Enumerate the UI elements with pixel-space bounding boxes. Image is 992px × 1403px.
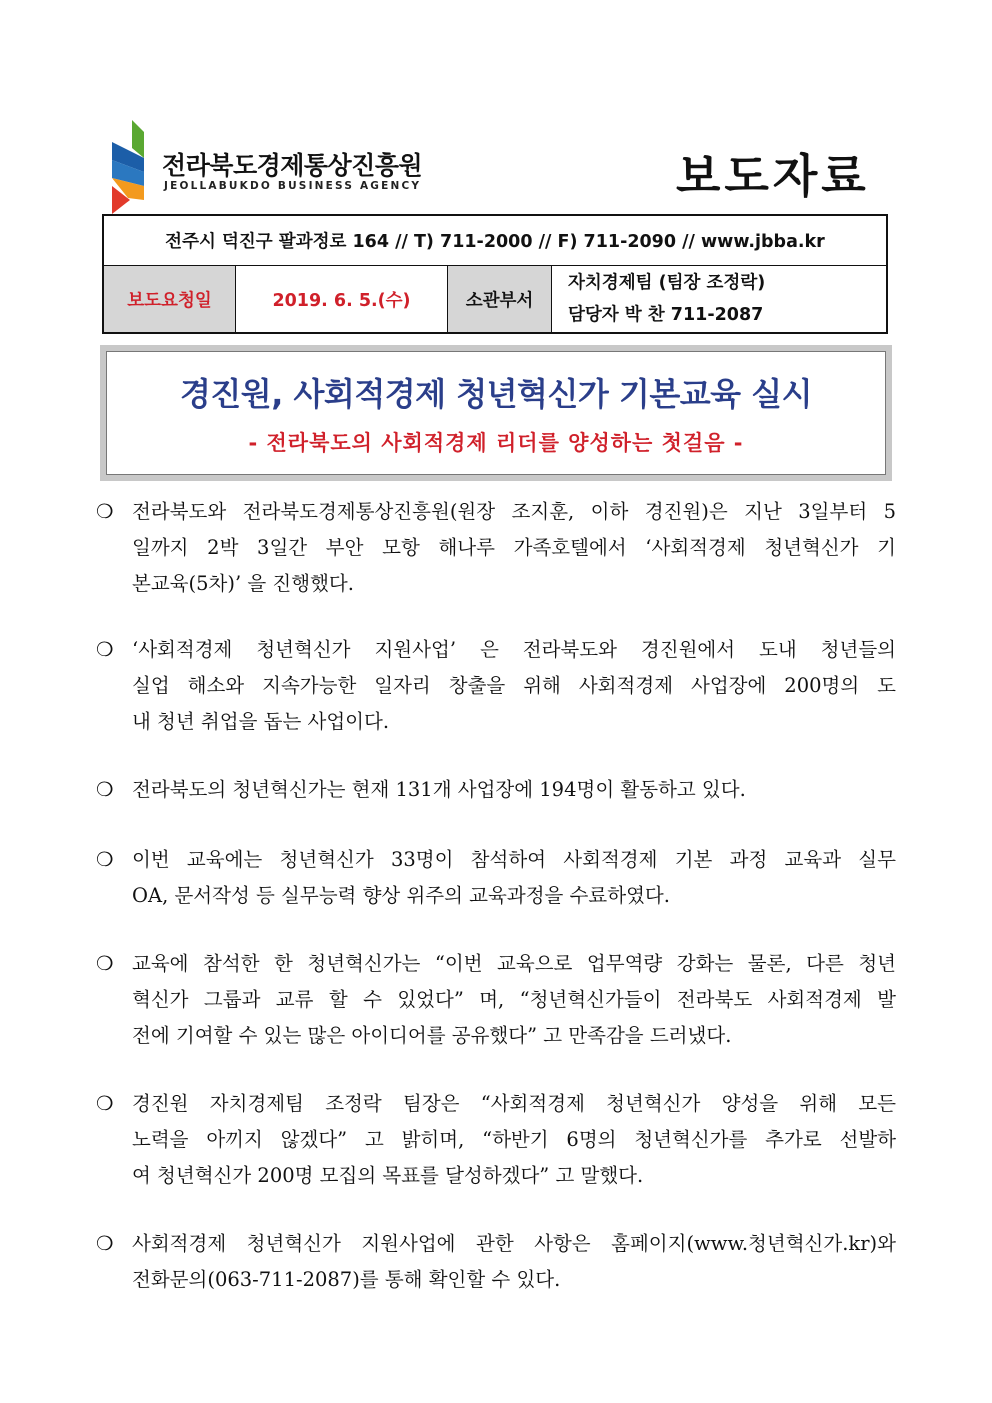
org-logo xyxy=(108,120,428,215)
paragraph-3 xyxy=(96,772,896,808)
org-name-english: JEOLLABUKDO BUSINESS AGENCY xyxy=(164,180,422,192)
paragraph-line: 전라북도의 청년혁신가는 현재 131개 사업장에 194명이 활동하고 있다. xyxy=(132,778,746,801)
press-release-title: 보도자료 xyxy=(676,149,870,203)
paragraph-line: 전화문의(063-711-2087)를 통해 확인할 수 있다. xyxy=(132,1268,561,1291)
paragraph-line: 전라북도와 전라북도경제통상진흥원(원장 조지훈, 이하 경진원)은 지난 3일부터 5 xyxy=(132,500,896,523)
contact-address: 전주시 덕진구 팔과정로 164 // T) 711-2000 // F) 711-2090 // www.jbba.kr xyxy=(104,216,886,266)
headline-title: 경진원, 사회적경제 청년혁신가 기본교육 실시 xyxy=(179,375,813,413)
paragraph-line: 노력을 아끼지 않겠다” 고 밝히며, “하반기 6명의 청년혁신가를 추가로 선발하 xyxy=(132,1128,896,1151)
headline-subtitle: - 전라북도의 사회적경제 리더를 양성하는 첫걸음 - xyxy=(248,431,744,455)
paragraph-1 xyxy=(96,494,896,602)
bullet-icon: ❍ xyxy=(96,500,114,523)
paragraph-line: OA, 문서작성 등 실무능력 향상 위주의 교육과정을 수료하였다. xyxy=(132,884,670,907)
paragraph-7 xyxy=(96,1226,896,1298)
paragraph-line: ‘사회적경제 청년혁신가 지원사업’ 은 전라북도와 경진원에서 도내 청년들의 xyxy=(132,638,896,661)
department-team: 자치경제팀 (팀장 조정락) xyxy=(568,273,766,293)
bullet-icon: ❍ xyxy=(96,952,114,975)
paragraph-5 xyxy=(96,946,896,1054)
bullet-icon: ❍ xyxy=(96,638,114,661)
paragraph-line: 경진원 자치경제팀 조정락 팀장은 “사회적경제 청년혁신가 양성을 위해 모든 xyxy=(132,1092,896,1115)
request-date-label: 보도요청일 xyxy=(104,266,236,332)
paragraph-line: 혁신가 그룹과 교류 할 수 있었다” 며, “청년혁신가들이 전라북도 사회적경제 발 xyxy=(132,988,896,1011)
department-label: 소관부서 xyxy=(448,266,552,332)
paragraph-line: 내 청년 취업을 돕는 사업이다. xyxy=(132,710,390,733)
press-info-table xyxy=(102,214,888,334)
paragraph-line: 본교육(5차)’ 을 진행했다. xyxy=(132,572,354,595)
department-contact: 담당자 박 찬 711-2087 xyxy=(568,305,764,325)
bullet-icon: ❍ xyxy=(96,848,114,871)
department-info xyxy=(552,266,886,332)
paragraph-line: 이번 교육에는 청년혁신가 33명이 참석하여 사회적경제 기본 과정 교육과 실무 xyxy=(132,848,896,871)
bullet-icon: ❍ xyxy=(96,1232,114,1255)
paragraph-2 xyxy=(96,632,896,740)
paragraph-line: 여 청년혁신가 200명 모집의 목표를 달성하겠다” 고 말했다. xyxy=(132,1164,644,1187)
paragraph-line: 전에 기여할 수 있는 많은 아이디어를 공유했다” 고 만족감을 드러냈다. xyxy=(132,1024,732,1047)
request-date-value: 2019. 6. 5.(수) xyxy=(236,266,448,332)
bullet-icon: ❍ xyxy=(96,1092,114,1115)
paragraph-4 xyxy=(96,842,896,914)
headline-box xyxy=(100,345,892,481)
paragraph-line: 교육에 참석한 한 청년혁신가는 “이번 교육으로 업무역량 강화는 물론, 다른 청년 xyxy=(132,952,896,975)
org-name: 전라북도경제통상진흥원 xyxy=(162,151,423,180)
org-logo-mark xyxy=(108,120,158,215)
paragraph-line: 일까지 2박 3일간 부안 모항 해나루 가족호텔에서 ‘사회적경제 청년혁신가 기 xyxy=(132,536,896,559)
bullet-icon: ❍ xyxy=(96,778,114,801)
paragraph-line: 사회적경제 청년혁신가 지원사업에 관한 사항은 홈페이지(www.청년혁신가.kr)와 xyxy=(132,1232,896,1255)
paragraph-6 xyxy=(96,1086,896,1194)
paragraph-line: 실업 해소와 지속가능한 일자리 창출을 위해 사회적경제 사업장에 200명의 도 xyxy=(132,674,896,697)
